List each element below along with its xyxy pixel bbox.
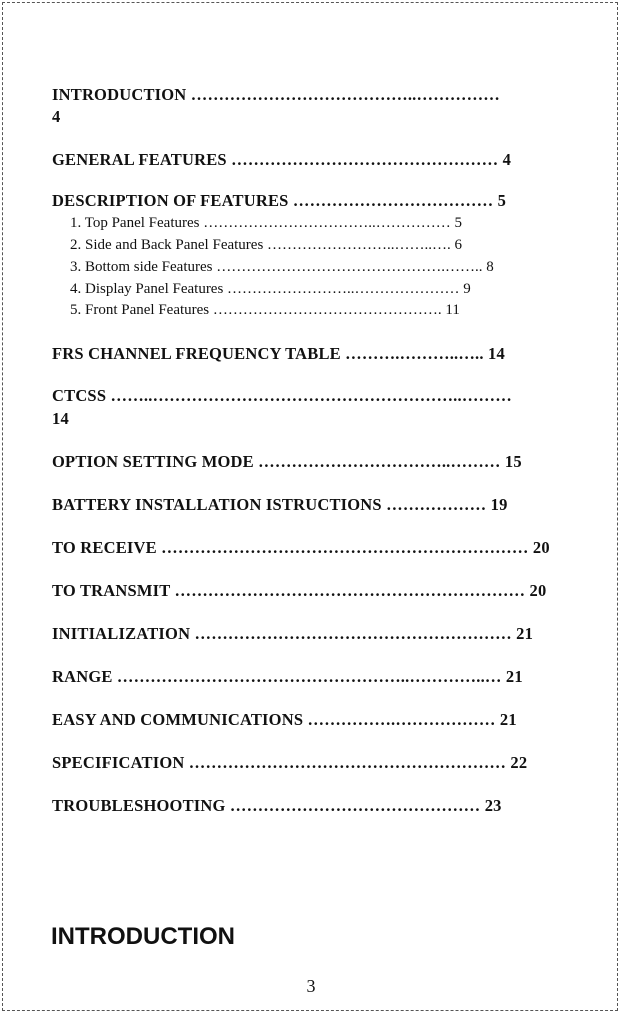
toc-entry-description-of-features[interactable]: DESCRIPTION OF FEATURES ……………………………… 5 <box>52 191 507 210</box>
toc-entry-initialization[interactable]: INITIALIZATION ………………………………………………… 21 <box>52 624 534 643</box>
toc-entry-battery-installation[interactable]: BATTERY INSTALLATION ISTRUCTIONS ……………… 19 <box>52 495 508 514</box>
toc-subentry-top-panel[interactable]: 1. Top Panel Features ……………………………..…………… 5 <box>70 215 462 231</box>
toc-entry-easy-and-communications[interactable]: EASY AND COMMUNICATIONS …………….……………… 21 <box>52 710 517 729</box>
toc-entry-frs-channel-table[interactable]: FRS CHANNEL FREQUENCY TABLE ……….………..….. 14 <box>52 344 505 363</box>
section-heading: INTRODUCTION <box>51 923 235 950</box>
page-number: 3 <box>306 976 316 996</box>
toc-entry-specification[interactable]: SPECIFICATION ………………………………………………… 22 <box>52 753 528 772</box>
toc-entry-general-features[interactable]: GENERAL FEATURES ………………………………………… 4 <box>52 150 512 169</box>
toc-subentry-bottom-side[interactable]: 3. Bottom side Features ……………………………………….…….. 8 <box>70 259 494 275</box>
toc-subentry-display-panel[interactable]: 4. Display Panel Features ……………………..………………… 9 <box>70 281 471 297</box>
toc-entry-to-transmit[interactable]: TO TRANSMIT ……………………………………………………… 20 <box>52 581 547 600</box>
toc-entry-introduction-page: 4 <box>52 107 61 126</box>
toc-entry-introduction[interactable]: INTRODUCTION …………………………………..…………… <box>52 85 500 104</box>
toc-subentry-side-back-panel[interactable]: 2. Side and Back Panel Features ……………………..……..…. 6 <box>70 237 463 253</box>
toc-entry-ctcss[interactable]: CTCSS ……..………………………………………………..……… <box>52 386 512 405</box>
toc-entry-to-receive[interactable]: TO RECEIVE ………………………………………………………… 20 <box>52 538 550 557</box>
toc-subentry-front-panel[interactable]: 5. Front Panel Features ………………………………………. 11 <box>70 302 460 318</box>
toc-entry-troubleshooting[interactable]: TROUBLESHOOTING ……………………………………… 23 <box>52 796 502 815</box>
toc-entry-ctcss-page: 14 <box>52 409 69 428</box>
toc-entry-option-setting-mode[interactable]: OPTION SETTING MODE ……………………………..……… 15 <box>52 452 522 471</box>
toc-entry-range[interactable]: RANGE ……………………………………………..…………..… 21 <box>52 667 523 686</box>
